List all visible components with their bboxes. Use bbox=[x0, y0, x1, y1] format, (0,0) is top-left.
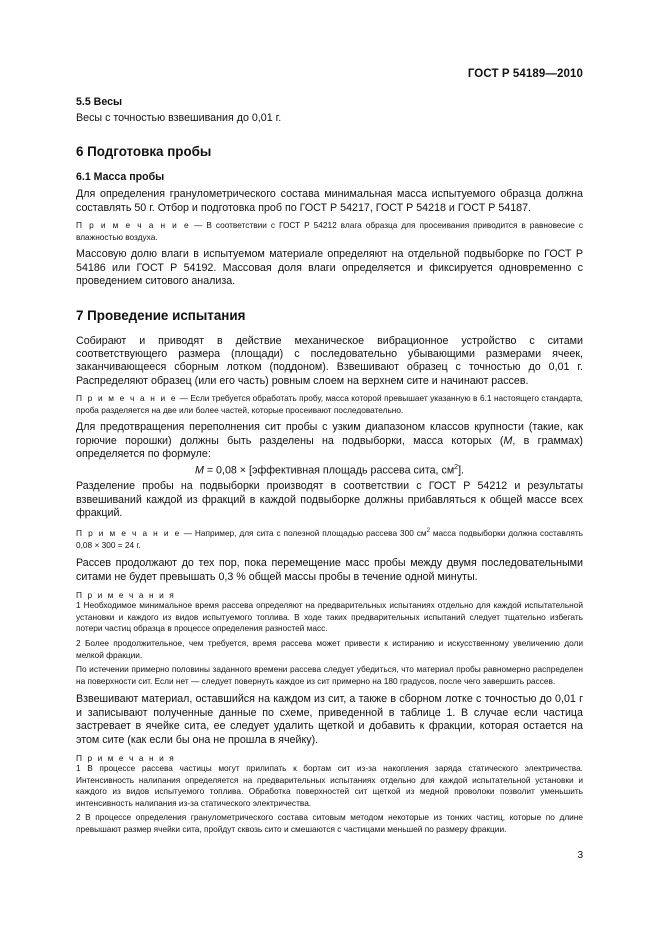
section-7-note-2 bbox=[76, 526, 583, 551]
section-7-title: 7 Проведение испытания bbox=[76, 307, 246, 323]
p2-var-m: M bbox=[503, 434, 513, 447]
notes-1-item-3: По истечении примерно половины заданного времени рассева следует убедиться, что материал пробы равномерно распределен на поверхности сит. Если нет — следует повернуть каждое из сит примерно на 180 градусов, после чего завершить рассев. bbox=[76, 664, 583, 686]
p2-text-b: , в граммах) определяется по формуле: bbox=[76, 434, 583, 461]
notes-1-item-2: 2 Более продолжительное, чем требуется, время рассева может привести к истиранию и искусственному увеличению доли мелкой фракции. bbox=[76, 637, 583, 660]
notes-2-item-1: 1 В процессе рассева частицы могут прилипать к бортам сит из-за накопления заряда статического электричества. Интенсивность налипания определяется на предварительных испытаниях отдельно для каждой испытательной установки и каждого из видов испытуемого топлива. Обработка поверхностей сит щеткой из медной проволоки позволит уменьшить интенсивность налипания из-за статического электричества. bbox=[76, 762, 583, 808]
mass-formula bbox=[76, 464, 583, 477]
notes-2-item-2: 2 В процессе определения гранулометрического состава ситовым методом некоторые из тонких частиц, которые по длине превышают размер ячейки сита, пройдут сквозь сито и смешаются с частицами меньшей по размеру фракции. bbox=[76, 812, 583, 834]
note-text: — В соответствии с ГОСТ Р 54212 влага образца для просеивания приводится в равновесие с влажностью воздуха. bbox=[76, 220, 584, 242]
notes-2-heading: П р и м е ч а н и я bbox=[76, 752, 176, 763]
formula-end: ]. bbox=[458, 464, 465, 477]
formula-var-m: M bbox=[194, 464, 204, 477]
formula-exponent: 2 bbox=[454, 463, 459, 471]
section-6-1-note bbox=[76, 220, 583, 243]
section-7-paragraph-4: Рассев продолжают до тех пор, пока перемещение масс пробы между двумя последовательными ситами не будет превышать 0,3 % общей массы пробы в течение одной минуты. bbox=[76, 557, 583, 583]
note-exponent: 2 bbox=[426, 528, 430, 535]
section-6-title: 6 Подготовка пробы bbox=[76, 144, 212, 160]
note-label: П р и м е ч а н и е bbox=[76, 528, 181, 539]
section-6-1-title: 6.1 Масса пробы bbox=[76, 171, 165, 184]
note-text-a: — Например, для сита с полезной площадью рассева 300 см bbox=[180, 528, 427, 539]
section-7-paragraph-1: Собирают и приводят в действие механическое вибрационное устройство с ситами соответствующего размера (площади) с последовательно убывающими размерами ячеек, заканчивающееся сборным лотком (поддоном). Взвешивают образец с точностью до 0,01 г. Распределяют образец (или его часть) ровным слоем на верхнем сите и начинают рассев. bbox=[76, 334, 583, 387]
note-label: П р и м е ч а н и е bbox=[76, 220, 191, 231]
note-text: — Если требуется обработать пробу, масса которой превышает указанную в 6.1 настоящего стандарта, проба разделяется на две или более частей, которые просеивают последовательно. bbox=[76, 393, 583, 415]
section-7-note-1 bbox=[76, 393, 583, 416]
note-text-b: масса подвыборки должна составлять 0,08 × 300 = 24 г. bbox=[76, 528, 583, 550]
document-header-id: ГОСТ Р 54189—2010 bbox=[467, 68, 583, 80]
document-body bbox=[76, 92, 583, 836]
note-label: П р и м е ч а н и е bbox=[76, 393, 178, 404]
section-6-1-paragraph-2: Массовую долю влаги в испытуемом материале определяют на отдельной подвыборке по ГОСТ Р 54186 или ГОСТ Р 54192. Массовая доля влаги определяется и фиксируется одновременно с проведением ситового анализа. bbox=[76, 248, 583, 288]
notes-1-item-1: 1 Необходимое минимальное время рассева определяют на предварительных испытаниях отдельно для каждой испытательной установки и каждого из видов испытуемого топлива. В ходе таких предварительных испытаний следует тщательно избегать потери частиц образца в процессе определения разностей масс. bbox=[76, 600, 583, 634]
section-7-paragraph-2 bbox=[76, 421, 583, 461]
section-5-5-text: Весы с точностью взвешивания до 0,01 г. bbox=[76, 112, 282, 124]
section-7-paragraph-5: Взвешивают материал, оставшийся на каждом из сит, а также в сборном лотке с точностью до 0,01 г и записывают полученные данные по схеме, приведенной в таблице 1. В случае если частица застревает в ячейке сита, ее следует удалить щеткой и добавить к фракции, которая остается на этом сите (как если бы она не прошла в ячейку). bbox=[76, 693, 583, 746]
p2-text-a: Для предотвращения переполнения сит пробы с узким диапазоном классов крупности (такие, как горючие порошки) должны быть разделены на подвыборки, масса которых ( bbox=[76, 421, 583, 447]
section-5-5-title: 5.5 Весы bbox=[76, 96, 123, 108]
notes-1-heading: П р и м е ч а н и я bbox=[76, 590, 176, 601]
section-6-1-paragraph-1: Для определения гранулометрического состава минимальная масса испытуемого образца должна составлять 50 г. Отбор и подготовка проб по ГОСТ Р 54217, ГОСТ Р 54218 и ГОСТ Р 54187. bbox=[76, 188, 583, 214]
formula-text: = 0,08 × [эффективная площадь рассева сита, см bbox=[203, 464, 455, 477]
section-7-paragraph-3: Разделение пробы на подвыборки производят в соответствии с ГОСТ Р 54212 и результаты взвешиваний каждой из фракций в каждой подвыборке должны прибавляться к общей массе всех фракций. bbox=[76, 480, 583, 520]
page-number: 3 bbox=[577, 850, 583, 861]
